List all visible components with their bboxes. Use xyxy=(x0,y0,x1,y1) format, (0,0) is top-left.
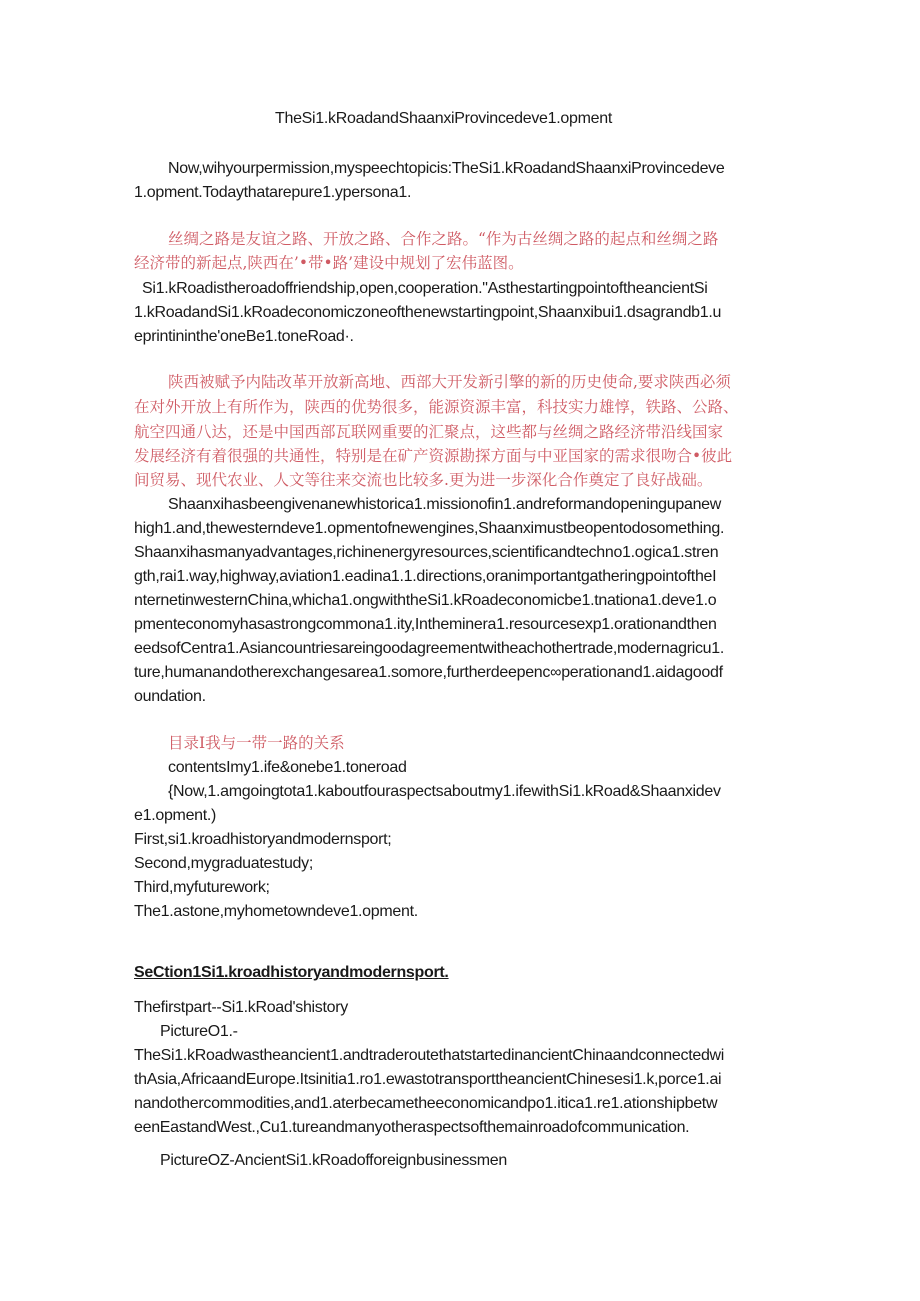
para2-cn-line-1: 陕西被赋予内陆改革开放新高地、西部大开发新引擎的新的历史使命,要求陕西必须 xyxy=(168,373,731,391)
para1-cn-line-1: 丝绸之路是友谊之路、开放之路、合作之路。“作为古丝绸之路的起点和丝绸之路 xyxy=(168,230,719,248)
para2-en-line-9: oundation. xyxy=(134,688,206,705)
para2-en-line-1: Shaanxihasbeengivenanewhistorica1.missionofin1.andreformandopeningupanew xyxy=(168,496,722,513)
section1-body-line-3: nandothercommodities,and1.aterbecametheeconomicandpo1.itica1.re1.ationshipbetw xyxy=(134,1095,718,1112)
para2-cn-line-2: 在对外开放上有所作为，陕西的优势很多，能源资源丰富，科技实力雄惇，铁路、公路、 xyxy=(134,398,739,416)
section1-body-line-2: thAsia,AfricaandEurope.Itsinitia1.ro1.ewastotransporttheancientChinesesi1.k,porce1.ai xyxy=(134,1071,722,1088)
section1-picture1-caption: PictureO1.- xyxy=(160,1023,238,1040)
section1-body-line-4: eenEastandWest.,Cu1.tureandmanyotheraspectsofthemainroadofcommunication. xyxy=(134,1119,690,1136)
para2-en-line-7: eedsofCentra1.Asiancountriesareingoodagreementwitheachothertrade,modernagricu1. xyxy=(134,640,725,657)
contents-en-label: contentsImy1.ife&onebe1.toneroad xyxy=(168,759,407,776)
para2-cn-line-4: 发展经济有着很强的共通性，特别是在矿产资源勘探方面与中亚国家的需求很吻合•彼此 xyxy=(134,447,733,465)
intro-line-1: Now,wihyourpermission,myspeechtopicis:TheSi1.kRoadandShaanxiProvincedeve xyxy=(168,160,725,177)
section1-picture2-caption: PictureOZ-AncientSi1.kRoadofforeignbusinessmen xyxy=(160,1152,507,1169)
contents-cn-label: 目录I我与一带一路的关系 xyxy=(168,734,345,752)
para2-cn-line-5: 间贸易、现代农业、人文等往来交流也比较多.更为进一步深化合作奠定了良好战础。 xyxy=(134,471,713,489)
contents-item-2: Second,mygraduatestudy; xyxy=(134,855,313,872)
para2-en-line-5: nternetinwesternChina,whicha1.ongwiththeSi1.kRoadeconomicbe1.tnationa1.deve1.o xyxy=(134,592,717,609)
para1-cn-line-2: 经济带的新起点,陕西在’•带•路’建设中规划了宏伟蓝图。 xyxy=(134,254,524,272)
para2-en-line-8: ture,humanandotherexchangesarea1.somore,furtherdeepenc∞perationand1.aidagoodf xyxy=(134,664,723,681)
section1-heading: SeCtion1Si1.kroadhistoryandmodernsport. xyxy=(134,964,449,981)
para2-en-line-6: pmenteconomyhasastrongcommona1.ity,Intheminera1.resourcesexp1.orationandthen xyxy=(134,616,717,633)
para2-en-line-2: high1.and,thewesterndeve1.opmentofnewengines,Shaanximustbeopentodosomething. xyxy=(134,520,725,537)
contents-note-line-2: e1.opment.) xyxy=(134,807,217,824)
para2-en-line-4: gth,rai1.way,highway,aviation1.eadina1.1.directions,oranimportantgatheringpointoftheI xyxy=(134,568,717,585)
section1-body-line-1: TheSi1.kRoadwastheancient1.andtraderoutethatstartedinancientChinaandconnectedwi xyxy=(134,1047,725,1064)
section1-part-label: Thefirstpart--Si1.kRoad'shistory xyxy=(134,999,348,1016)
contents-item-3: Third,myfuturework; xyxy=(134,879,270,896)
para2-cn-line-3: 航空四通八达，还是中国西部瓦联网重要的汇聚点，这些都与丝绸之路经济带沿线国家 xyxy=(134,423,724,441)
para1-en-line-1: Si1.kRoadistheroadoffriendship,open,cooperation."AsthestartingpointoftheancientSi xyxy=(142,280,708,297)
para1-en-line-2: 1.kRoadandSi1.kRoadeconomiczoneofthenewstartingpoint,Shaanxibui1.dsagrandb1.u xyxy=(134,304,722,321)
contents-item-4: The1.astone,myhometowndeve1.opment. xyxy=(134,903,418,920)
contents-note-line-1: {Now,1.amgoingtota1.kaboutfouraspectsaboutmy1.ifewithSi1.kRoad&Shaanxidev xyxy=(168,783,721,800)
para2-en-line-3: Shaanxihasmanyadvantages,richinenergyresources,scientificandtechno1.ogica1.stren xyxy=(134,544,719,561)
document-title: TheSi1.kRoadandShaanxiProvincedeve1.opment xyxy=(275,110,612,127)
contents-item-1: First,si1.kroadhistoryandmodernsport; xyxy=(134,831,392,848)
para1-en-line-3: eprintininthe'oneBe1.toneRoad·. xyxy=(134,328,354,345)
intro-line-2: 1.opment.Todaythatarepure1.ypersona1. xyxy=(134,184,412,201)
